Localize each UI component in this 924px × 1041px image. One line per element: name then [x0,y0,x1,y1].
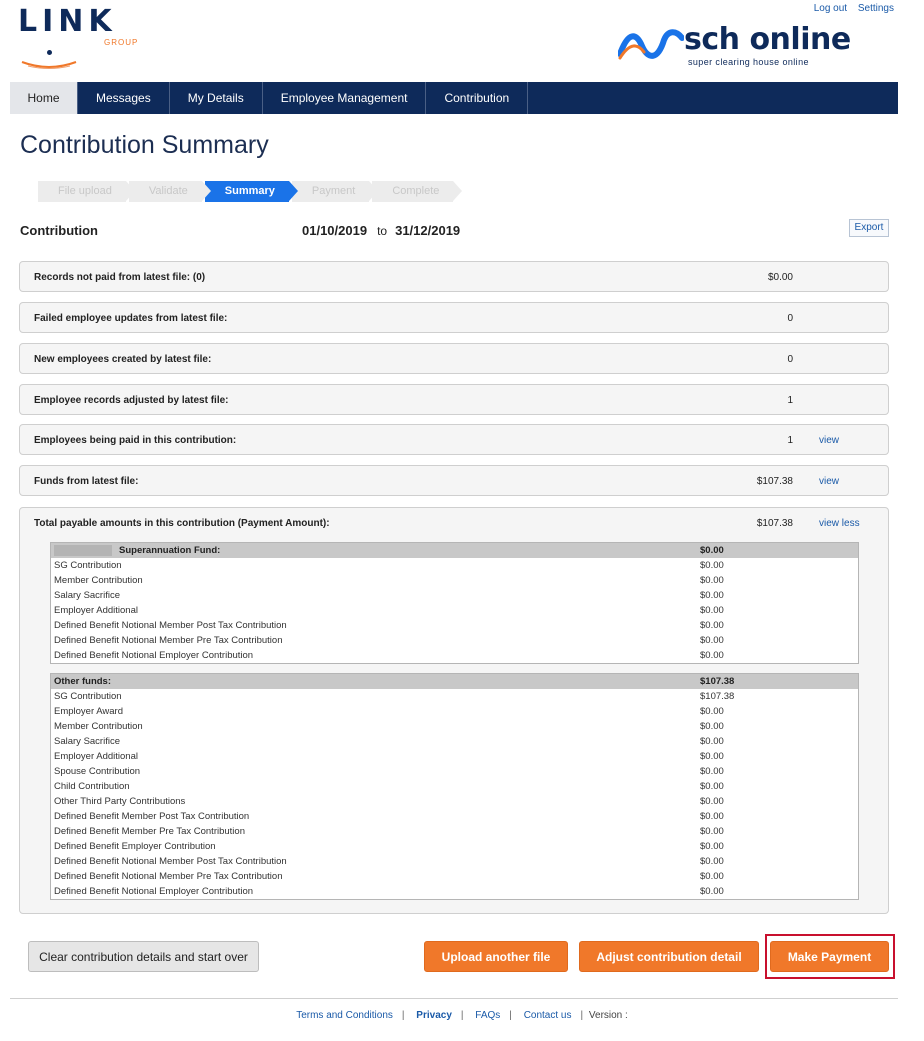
fund-item-name: Member Contribution [54,575,143,586]
fund-item-name: Defined Benefit Notional Member Post Tax Contribution [54,620,287,631]
fund-item-amount: $0.00 [700,605,724,616]
summary-row-label: New employees created by latest file: [34,354,212,365]
period-to-word: to [377,224,388,238]
other-funds-header [51,674,858,689]
fund-item-amount: $0.00 [700,560,724,571]
fund-item-row [51,809,858,824]
super-fund-name: Superannuation Fund: [119,545,221,556]
faqs-link[interactable]: FAQs [475,1010,501,1021]
fund-item-amount: $0.00 [700,635,724,646]
fund-item-amount: $0.00 [700,826,724,837]
summary-row-label: Records not paid from latest file: (0) [34,272,206,283]
logout-link[interactable]: Log out [813,3,848,14]
sch-logo-word: sch online [684,22,851,57]
fund-item-amount: $0.00 [700,796,724,807]
fund-item-name: Employer Award [54,706,123,717]
super-fund-header [51,543,858,558]
step-summary: Summary [205,181,289,202]
other-funds-name: Other funds: [54,676,111,687]
step-complete: Complete [372,181,453,202]
contact-link[interactable]: Contact us [523,1010,572,1021]
total-payable-label: Total payable amounts in this contribution (Payment Amount): [34,518,330,529]
contribution-period [302,223,460,238]
step-file-upload: File upload [38,181,126,202]
fund-item-row [51,839,858,854]
nav-home[interactable]: Home [10,82,78,114]
fund-item-name: Salary Sacrifice [54,736,120,747]
fund-item-row [51,633,858,648]
other-funds-total: $107.38 [700,676,735,687]
fund-item-amount: $0.00 [700,856,724,867]
summary-row-label: Funds from latest file: [34,476,139,487]
fund-item-amount: $0.00 [700,721,724,732]
fund-item-row [51,719,858,734]
step-payment: Payment [292,181,369,202]
fund-item-amount: $0.00 [700,751,724,762]
summary-row-label: Failed employee updates from latest file: [34,313,228,324]
footer-separator: | [401,1010,405,1021]
summary-row-new-employees [19,343,889,374]
fund-item-amount: $0.00 [700,886,724,897]
link-group-logo [18,4,139,70]
fund-item-name: Child Contribution [54,781,130,792]
summary-row-label: Employees being paid in this contribution: [34,435,237,446]
fund-item-name: Defined Benefit Member Post Tax Contribution [54,811,250,822]
footer-divider [10,998,898,999]
fund-item-name: Salary Sacrifice [54,590,120,601]
view-employees-link[interactable]: view [819,435,840,446]
summary-row-value: 0 [787,354,793,365]
period-from: 01/10/2019 [302,223,368,238]
progress-steps [38,181,456,202]
fund-item-name: Employer Additional [54,751,138,762]
fund-item-row [51,573,858,588]
view-funds-link[interactable]: view [819,476,840,487]
footer-separator: | [460,1010,464,1021]
fund-item-row [51,704,858,719]
fund-item-amount: $0.00 [700,841,724,852]
total-payable-panel [19,507,889,914]
fund-item-row [51,764,858,779]
fund-item-row [51,884,858,899]
fund-item-amount: $0.00 [700,620,724,631]
fund-item-row [51,824,858,839]
sch-wave-icon [618,28,684,62]
fund-item-row [51,558,858,573]
summary-row-value: 0 [787,313,793,324]
fund-item-row [51,588,858,603]
fund-item-row [51,618,858,633]
fund-item-name: Defined Benefit Notional Member Pre Tax Contribution [54,635,283,646]
fund-item-amount: $0.00 [700,871,724,882]
export-button[interactable]: Export [849,219,889,237]
footer-separator: | [509,1010,512,1021]
clear-contribution-button[interactable]: Clear contribution details and start over [28,941,259,972]
summary-row-funds [19,465,889,496]
top-links [806,3,894,14]
fund-item-amount: $0.00 [700,766,724,777]
link-logo-swoosh-icon [20,58,78,70]
fund-item-row [51,794,858,809]
fund-item-name: Defined Benefit Employer Contribution [54,841,216,852]
contribution-label: Contribution [20,223,98,238]
make-payment-button[interactable]: Make Payment [770,941,889,972]
upload-another-file-button[interactable]: Upload another file [424,941,568,972]
fund-item-name: Defined Benefit Notional Employer Contribution [54,650,254,661]
summary-row-value: $0.00 [767,272,793,283]
fund-item-amount: $0.00 [700,650,724,661]
link-logo-dot [47,50,52,55]
fund-item-amount: $0.00 [700,811,724,822]
fund-item-row [51,603,858,618]
fund-item-row [51,689,858,704]
fund-item-name: Defined Benefit Notional Member Pre Tax Contribution [54,871,283,882]
main-nav [10,82,898,114]
summary-row-records-adjusted [19,384,889,415]
adjust-contribution-button[interactable]: Adjust contribution detail [579,941,759,972]
summary-row-value: 1 [787,395,793,406]
fund-item-name: Other Third Party Contributions [54,796,186,807]
fund-item-name: SG Contribution [54,560,122,571]
fund-item-amount: $0.00 [700,706,724,717]
fund-item-amount: $107.38 [700,691,735,702]
summary-row-employees-paid [19,424,889,455]
footer [0,1010,924,1021]
redacted-fund-name [54,545,112,556]
fund-item-name: Employer Additional [54,605,138,616]
other-funds-table [50,673,859,900]
period-to: 31/12/2019 [395,223,461,238]
footer-separator: | [580,1010,584,1021]
fund-item-name: Member Contribution [54,721,143,732]
fund-item-amount: $0.00 [700,590,724,601]
fund-item-name: Defined Benefit Notional Employer Contribution [54,886,254,897]
summary-row-label: Employee records adjusted by latest file: [34,395,229,406]
version-label: Version : [588,1010,628,1021]
sch-online-logo [618,24,890,70]
fund-item-row [51,734,858,749]
summary-row-value: $107.38 [756,476,793,487]
nav-my-details[interactable]: My Details [170,82,263,114]
step-validate: Validate [129,181,202,202]
fund-item-row [51,749,858,764]
fund-item-amount: $0.00 [700,781,724,792]
settings-link[interactable]: Settings [857,3,894,14]
terms-link[interactable]: Terms and Conditions [296,1010,393,1021]
summary-row-records-not-paid [19,261,889,292]
fund-item-name: Defined Benefit Notional Member Post Tax Contribution [54,856,287,867]
fund-item-row [51,869,858,884]
fund-item-amount: $0.00 [700,575,724,586]
link-logo-word: LINK [18,4,117,39]
super-fund-total: $0.00 [700,545,724,556]
fund-item-name: SG Contribution [54,691,122,702]
super-fund-table [50,542,859,664]
sch-logo-tagline: super clearing house online [688,57,809,67]
fund-item-name: Spouse Contribution [54,766,141,777]
nav-employee-management[interactable]: Employee Management [263,82,427,114]
nav-contribution[interactable]: Contribution [426,82,528,114]
summary-row-failed-updates [19,302,889,333]
fund-item-row [51,648,858,663]
fund-item-name: Defined Benefit Member Pre Tax Contribution [54,826,245,837]
summary-row-value: 1 [787,435,793,446]
total-payable-value: $107.38 [756,518,793,529]
link-logo-group: GROUP [104,38,139,47]
view-less-link[interactable]: view less [819,518,860,529]
page-title: Contribution Summary [20,131,269,159]
fund-item-row [51,779,858,794]
nav-messages[interactable]: Messages [78,82,170,114]
fund-item-amount: $0.00 [700,736,724,747]
fund-item-row [51,854,858,869]
privacy-link[interactable]: Privacy [416,1010,452,1021]
